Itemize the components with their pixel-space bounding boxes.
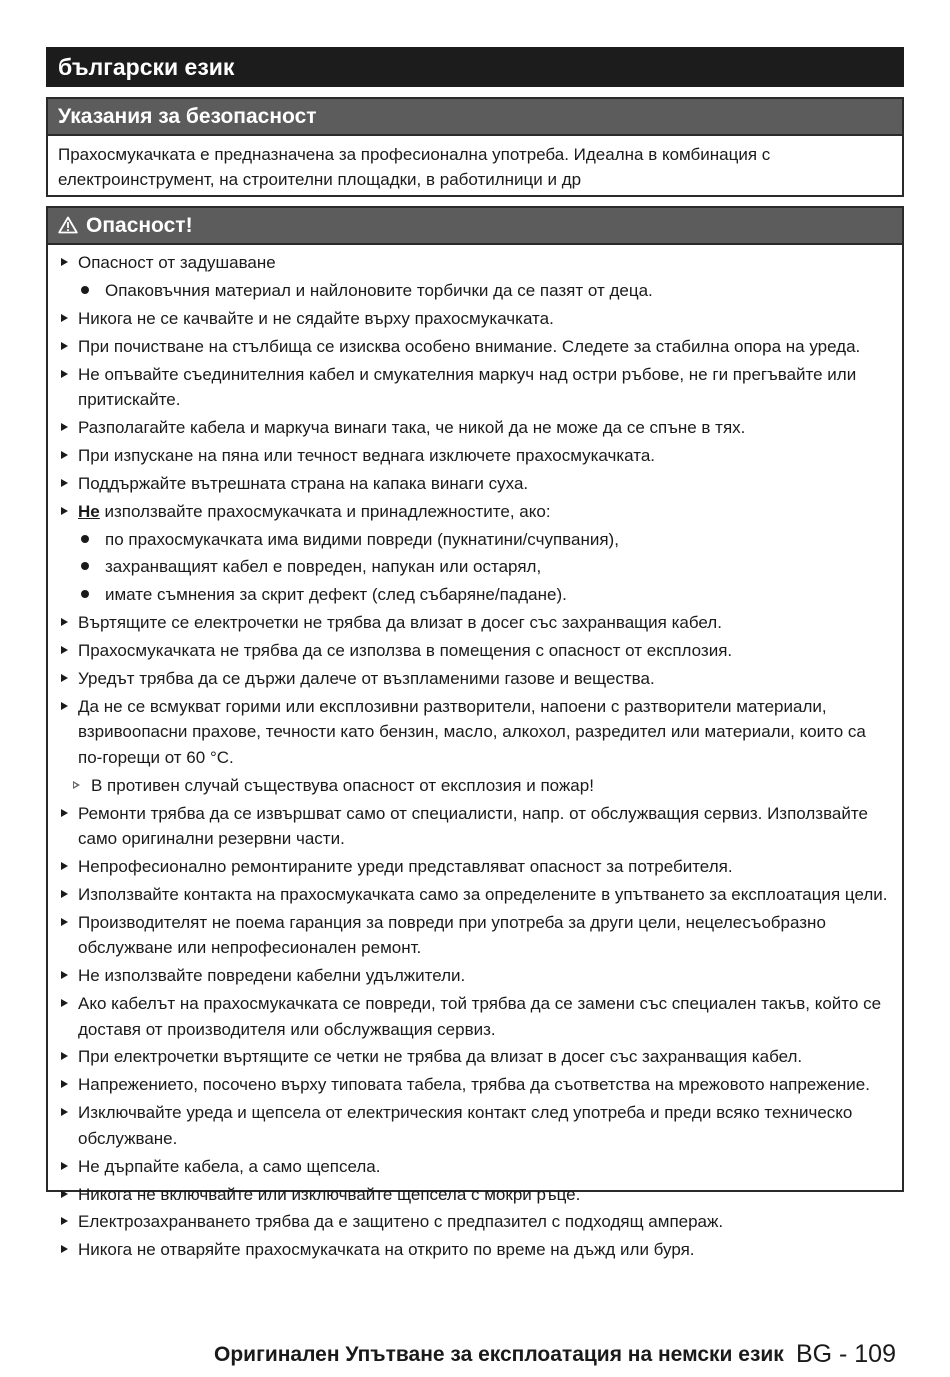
list-item-text: Използвайте контакта на прахосмукачката само за определените в упътването за експлоатация цели. [78, 884, 888, 904]
list-item-text: Изключвайте уреда и щепсела от електрическия контакт след употреба и преди всяко техническо обслужване. [78, 1103, 853, 1148]
list-item [58, 638, 892, 664]
list-item-text: Напрежението, посочено върху типовата табела, трябва да съответства на мрежовото напрежение. [78, 1075, 870, 1095]
list-item-text: Непрофесионално ремонтираните уреди представляват опасност за потребителя. [78, 857, 733, 877]
list-item-text: Уредът трябва да се държи далече от възпламеними газове и вещества. [78, 668, 655, 688]
sub-list-item [58, 554, 892, 580]
list-item [58, 1209, 892, 1235]
sub-list-item [58, 278, 892, 304]
list-item-text: имате съмнения за скрит дефект (след събаряне/падане). [105, 585, 567, 605]
list-item [58, 443, 892, 469]
sub-list-item [58, 582, 892, 608]
list-item [58, 471, 892, 497]
list-item [58, 801, 892, 852]
list-item-text: Да не се всмукват горими или експлозивни разтворители, напоени с разтворители материали, взривоопасни прахове, течности като бензин, масло, алкохол, разредител или материали, които са по-горещи от 60 °C. [78, 696, 866, 767]
sub-list-item [58, 527, 892, 553]
list-item [58, 963, 892, 989]
list-item-text: Ако кабелът на прахосмукачката се повреди, той трябва да се замени със специален такъв, който се доставя от производителя или обслужващия сервиз. [78, 994, 882, 1039]
list-item-text: В противен случай съществува опасност от експлозия и пожар! [91, 775, 594, 795]
list-item-text: При електрочетки въртящите се четки не трябва да влизат в досег със захранващия кабел. [78, 1047, 803, 1067]
list-item [58, 1044, 892, 1070]
list-item-text: Не дърпайте кабела, а само щепсела. [78, 1156, 381, 1176]
list-item-text: При почистване на стълбища се изисква особено внимание. Следете за стабилна опора на уреда. [78, 336, 861, 356]
list-item-text: Не опъвайте съединителния кабел и смукателния маркуч над остри ръбове, не ги прегъвайте или притискайте. [78, 364, 857, 410]
list-item [58, 499, 892, 525]
list-item-text: захранващият кабел е повреден, напукан или остарял, [105, 557, 542, 577]
language-header: български език [46, 47, 904, 87]
list-item [58, 250, 892, 276]
danger-title: Опасност! [86, 214, 193, 237]
list-item [58, 306, 892, 332]
emphasis-not: Не [78, 501, 100, 521]
list-item-text: Не използвайте повредени кабелни удължители. [78, 966, 466, 986]
list-item-text: Електрозахранването трябва да е защитено с предпазител с подходящ ампераж. [78, 1212, 724, 1232]
list-item [58, 854, 892, 880]
list-item [58, 666, 892, 692]
list-item [58, 991, 892, 1042]
list-item-text: Никога не се качвайте и не сядайте върху прахосмукачката. [78, 308, 554, 328]
list-item [58, 1237, 892, 1263]
list-item-text: Поддържайте вътрешната страна на капака винаги суха. [78, 473, 529, 493]
list-item [58, 1154, 892, 1180]
list-item-text: Въртящите се електрочетки не трябва да влизат в досег със захранващия кабел. [78, 613, 722, 633]
list-item-text: При изпускане на пяна или течност веднага изключете прахосмукачката. [78, 445, 655, 465]
list-item [58, 1182, 892, 1208]
list-item [58, 694, 892, 771]
safety-notes-title: Указания за безопасност [48, 99, 902, 136]
consequence-item [58, 773, 892, 799]
list-item [58, 1100, 892, 1151]
list-item [58, 415, 892, 441]
list-item-text: Никога не включвайте или изключвайте щепсела с мокри ръце. [78, 1184, 581, 1204]
list-item [58, 362, 892, 413]
list-item-text: Разполагайте кабела и маркуча винаги така, че никой да не може да се спъне в тях. [78, 417, 746, 437]
list-item [58, 882, 892, 908]
danger-list [58, 250, 892, 1263]
safety-intro-text: Прахосмукачката е предназначена за професионална употреба. Идеална в комбинация с електроинструмент, на строителни площадки, в работилници и др [58, 145, 771, 189]
list-item-text: по прахосмукачката има видими повреди (пукнатини/счупвания), [105, 529, 619, 549]
warning-triangle-icon [58, 216, 80, 236]
list-item [58, 334, 892, 360]
safety-notes-box [46, 97, 904, 197]
list-item-text: използвайте прахосмукачката и принадлежностите, ако: [99, 501, 551, 521]
list-item-text: Производителят не поема гаранция за повреди при употреба за други цели, нецелесъобразно обслужване или непрофесионален ремонт. [78, 912, 826, 958]
list-item-text: Ремонти трябва да се извършват само от специалисти, напр. от обслужващия сервиз. Използвайте само оригинални резервни части. [78, 803, 868, 849]
page-number: BG - 109 [795, 1340, 896, 1368]
danger-header [48, 208, 902, 245]
list-item-text: Опаковъчния материал и найлоновите торбички да се пазят от деца. [105, 280, 653, 300]
danger-box [46, 206, 904, 1260]
list-item-text: Опасност от задушаване [78, 253, 276, 272]
list-item-text: Прахосмукачката не трябва да се използва в помещения с опасност от експлозия. [78, 641, 733, 661]
list-item [58, 610, 892, 636]
list-item [58, 1072, 892, 1098]
footer-title: Оригинален Упътване за експлоатация на немски език [214, 1343, 784, 1366]
list-item-text: Никога не отваряйте прахосмукачката на открито по време на дъжд или буря. [78, 1240, 695, 1260]
list-item [58, 910, 892, 961]
